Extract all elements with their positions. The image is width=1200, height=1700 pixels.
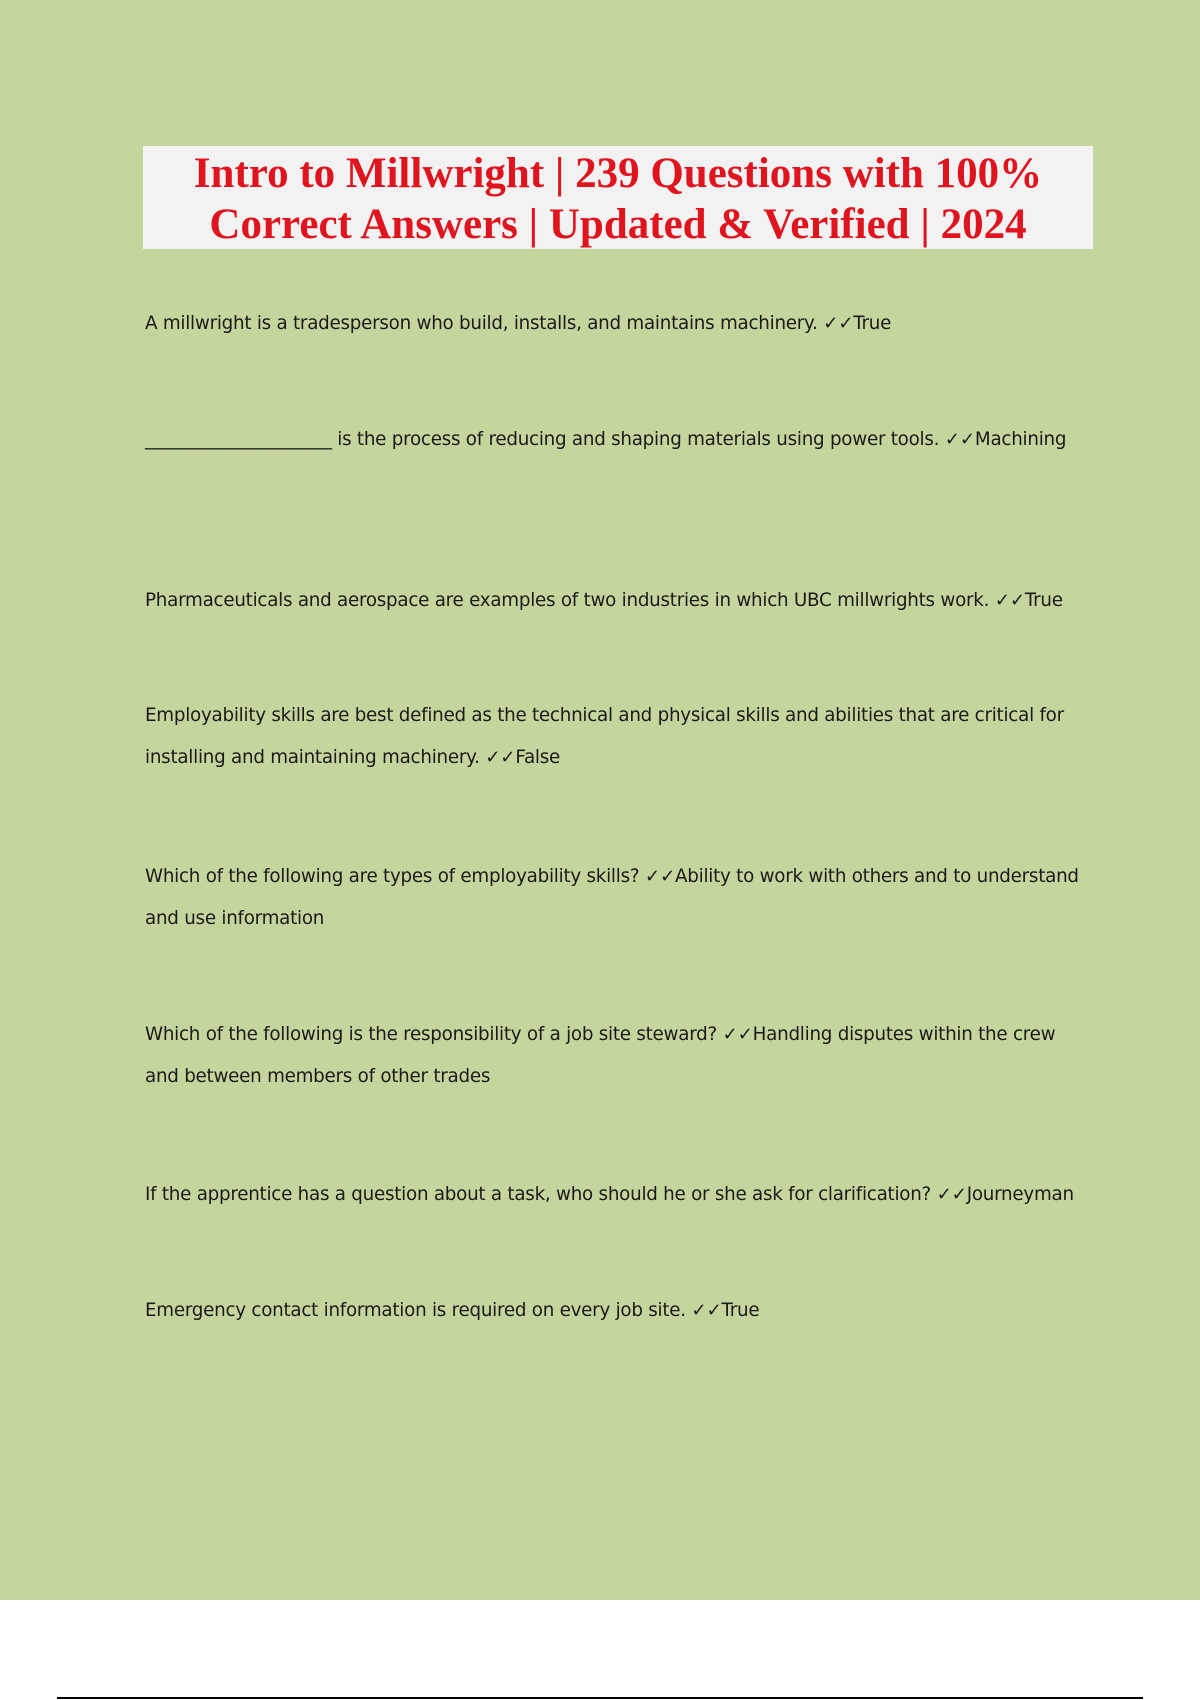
qa-item-1 [145, 303, 1090, 345]
question-text: Which of the following is the responsibility of a job site steward? [145, 1024, 717, 1045]
answer-text: ✓✓False [485, 747, 560, 768]
question-text: Emergency contact information is required on every job site. [145, 1300, 686, 1321]
question-text: _____________________ is the process of reducing and shaping materials using power tools. [145, 429, 940, 450]
qa-item-8 [145, 1290, 1090, 1332]
answer-text: ✓✓Ability to work with others and to understand and use information [145, 866, 1079, 929]
qa-item-6 [145, 1014, 1090, 1098]
document-title-line-2: Correct Answers | Updated & Verified | 2024 [209, 201, 1027, 248]
question-text: A millwright is a tradesperson who build, installs, and maintains machinery. [145, 313, 818, 334]
answer-text: ✓✓Journeyman [936, 1184, 1074, 1205]
title-banner [143, 146, 1093, 249]
document-title-line-1: Intro to Millwright | 239 Questions with 100% [193, 150, 1043, 197]
answer-text: ✓✓True [823, 313, 892, 334]
answer-text: ✓✓True [691, 1300, 760, 1321]
qa-item-7 [145, 1174, 1090, 1216]
footer-divider [57, 1697, 1143, 1699]
qa-item-3 [145, 580, 1090, 622]
qa-item-5 [145, 856, 1090, 940]
question-text: If the apprentice has a question about a task, who should he or she ask for clarification? [145, 1184, 931, 1205]
question-text: Employability skills are best defined as the technical and physical skills and abilities that are critical for installing and maintaining machinery. [145, 705, 1064, 768]
answer-text: ✓✓Handling disputes within the crew and between members of other trades [145, 1024, 1056, 1087]
question-text: Pharmaceuticals and aerospace are examples of two industries in which UBC millwrights work. [145, 590, 990, 611]
qa-item-4 [145, 695, 1090, 779]
answer-text: ✓✓True [994, 590, 1063, 611]
qa-item-2 [145, 419, 1090, 461]
question-text: Which of the following are types of employability skills? [145, 866, 640, 887]
answer-text: ✓✓Machining [944, 429, 1067, 450]
